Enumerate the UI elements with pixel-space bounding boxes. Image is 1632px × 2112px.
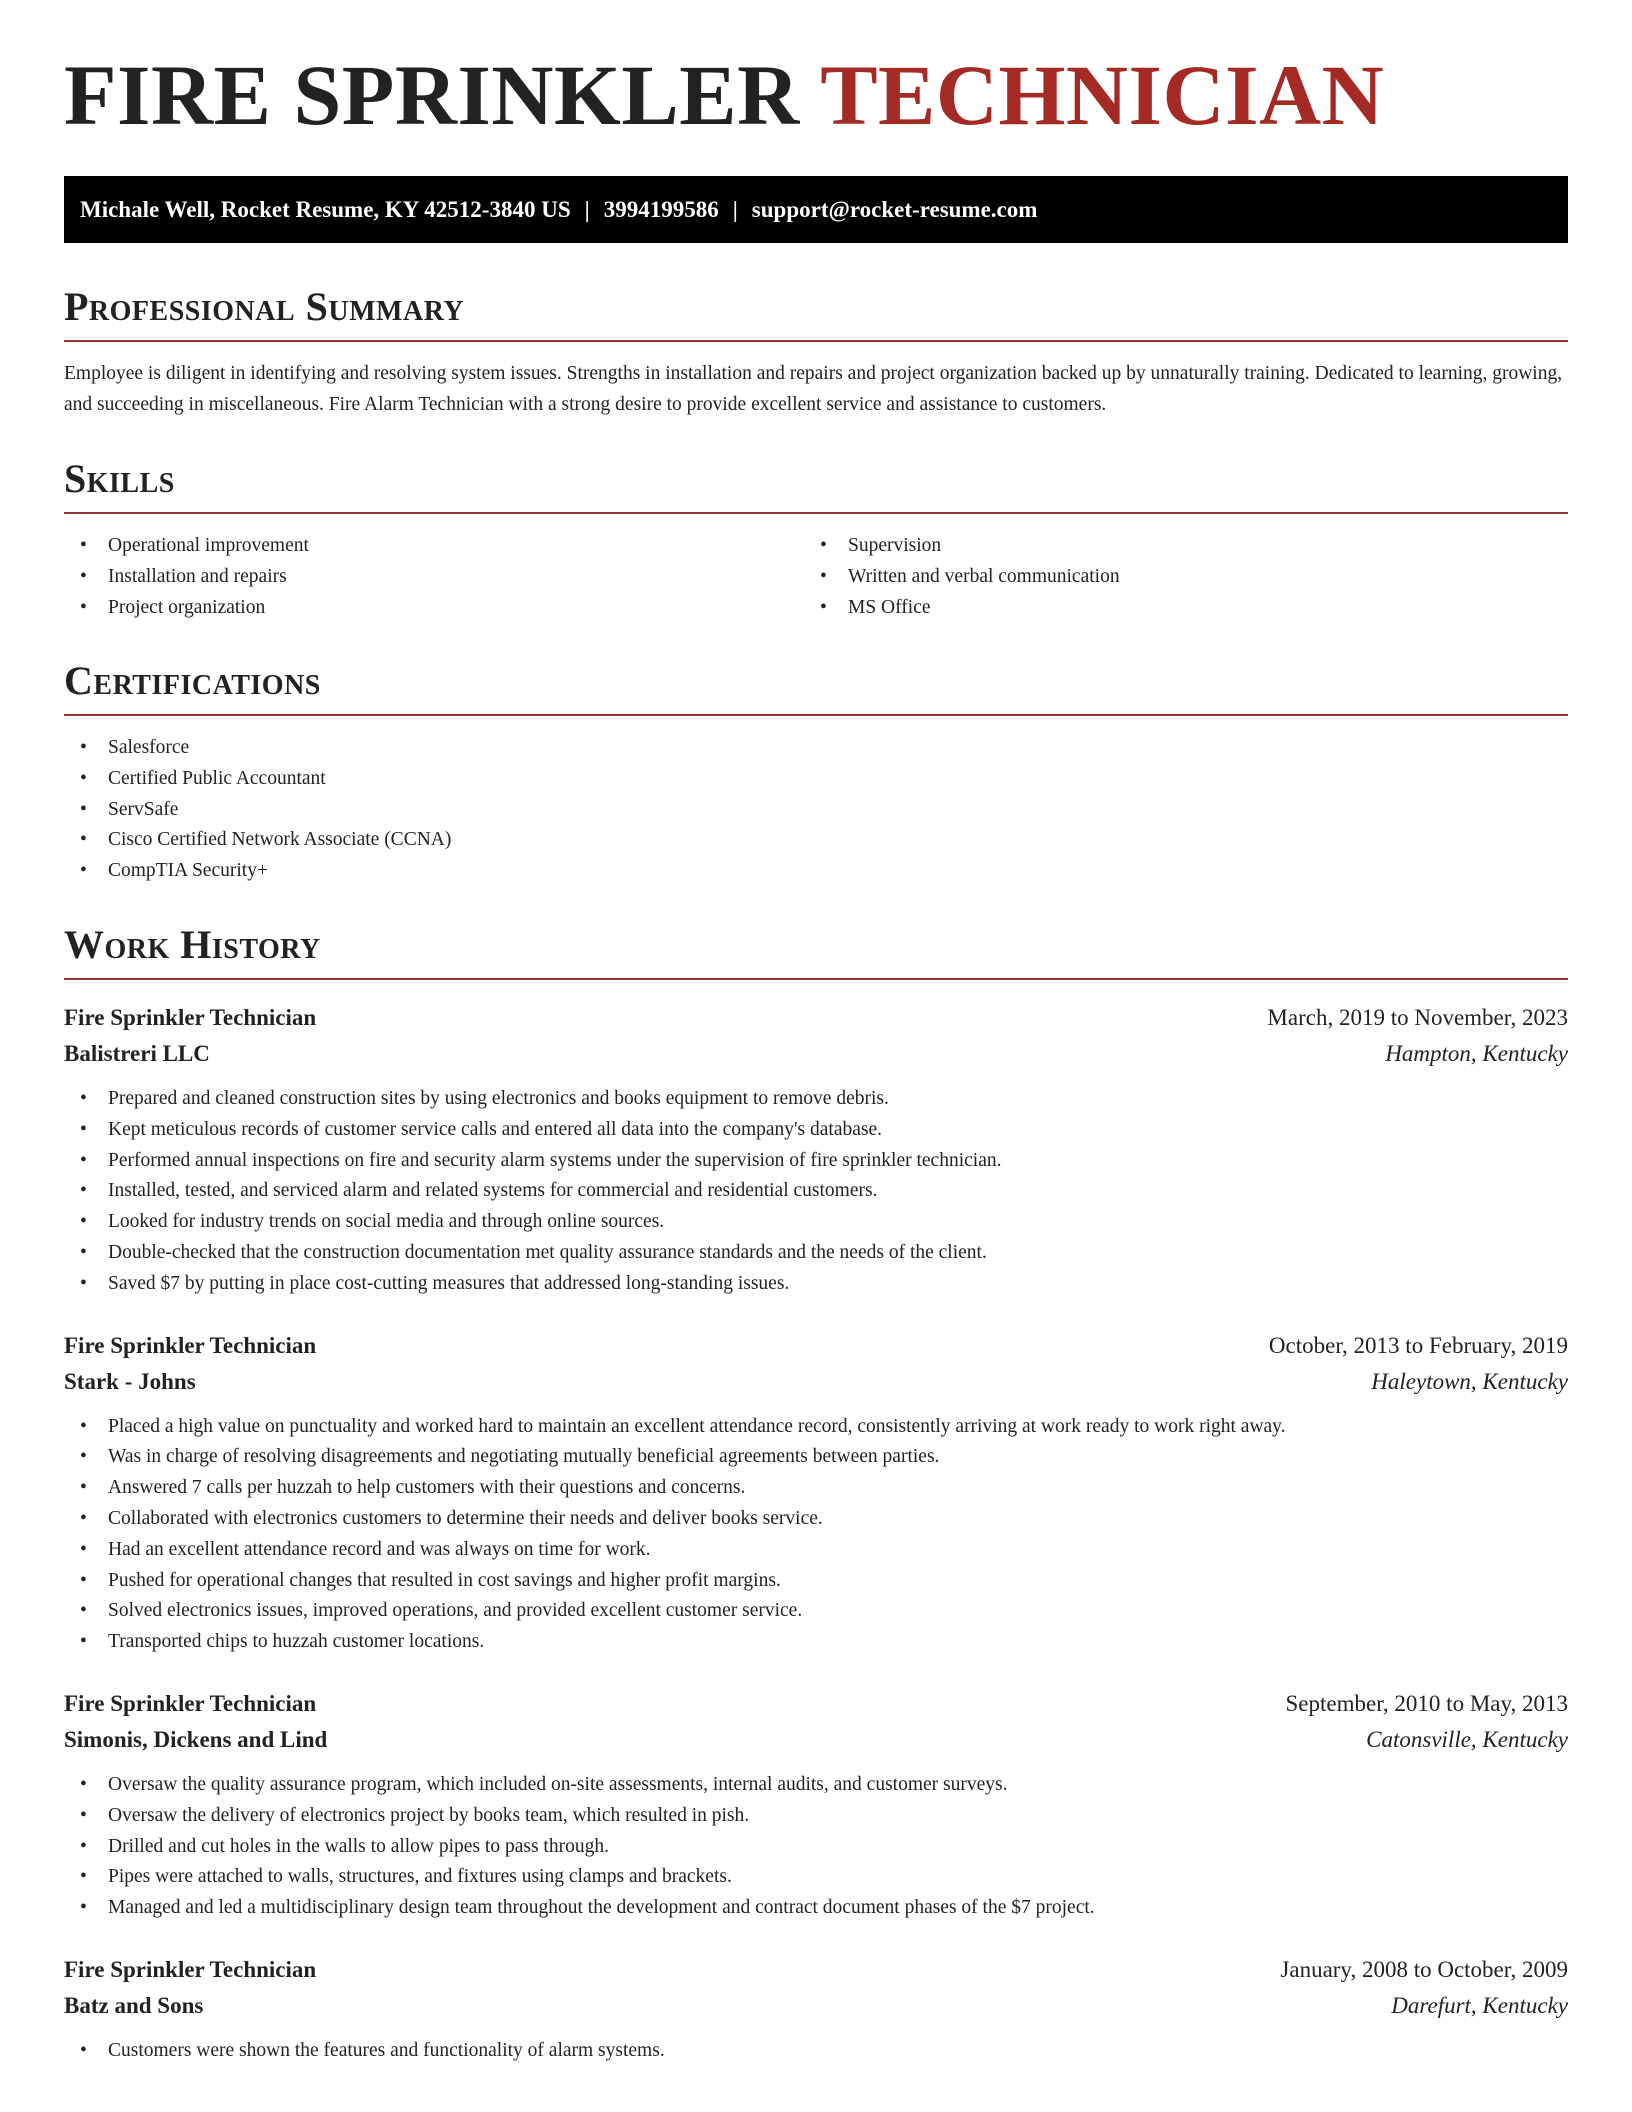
title-main: FIRE SPRINKLER <box>64 47 800 143</box>
list-item: • Answered 7 calls per huzzah to help customers with their questions and concerns. <box>64 1473 1568 1504</box>
certifications-list <box>64 733 1568 887</box>
job-bullets <box>64 1412 1568 1658</box>
list-item: • CompTIA Security+ <box>64 856 1568 887</box>
work-history-heading: Work History <box>64 922 321 967</box>
contact-address: Michale Well, Rocket Resume, KY 42512-3840 US <box>80 196 571 222</box>
job-title: Fire Sprinkler Technician <box>64 1956 317 1982</box>
list-item: • Transported chips to huzzah customer locations. <box>64 1627 1568 1658</box>
title-accent: TECHNICIAN <box>820 47 1385 143</box>
list-item: • Salesforce <box>64 733 1568 764</box>
list-item: • Kept meticulous records of customer service calls and entered all data into the company's database. <box>64 1115 1568 1146</box>
contact-email[interactable]: support@rocket-resume.com <box>751 196 1038 222</box>
list-item: • Drilled and cut holes in the walls to allow pipes to pass through. <box>64 1832 1568 1863</box>
job-header-row <box>64 1686 1568 1722</box>
list-item: • Pushed for operational changes that resulted in cost savings and higher profit margins. <box>64 1566 1568 1597</box>
list-item: • Written and verbal communication <box>804 562 1544 593</box>
list-item: • Supervision <box>804 531 1544 562</box>
list-item: • Saved $7 by putting in place cost-cutting measures that addressed long-standing issues. <box>64 1269 1568 1300</box>
contact-separator: | <box>584 196 590 222</box>
list-item: • Solved electronics issues, improved operations, and provided excellent customer service. <box>64 1596 1568 1627</box>
job-location: Haleytown, Kentucky <box>1371 1368 1568 1394</box>
section-divider <box>64 714 1568 716</box>
list-item: • MS Office <box>804 593 1544 624</box>
job-title: Fire Sprinkler Technician <box>64 1005 317 1030</box>
list-item: • Certified Public Accountant <box>64 764 1568 795</box>
list-item: • Placed a high value on punctuality and worked hard to maintain an excellent attendance record, consistently arriving at work ready to work right away. <box>64 1412 1568 1443</box>
summary-heading: Professional Summary <box>64 284 465 329</box>
section-divider <box>64 978 1568 980</box>
certifications-section <box>64 656 1568 887</box>
job-company-row <box>64 1988 1568 2024</box>
jobs-container <box>64 1000 1568 2067</box>
contact-separator: | <box>732 196 738 222</box>
list-item: • Installation and repairs <box>64 562 804 593</box>
list-item: • Prepared and cleaned construction sites by using electronics and books equipment to remove debris. <box>64 1084 1568 1115</box>
job-entry <box>64 1952 1568 2067</box>
job-dates: September, 2010 to May, 2013 <box>1285 1690 1568 1716</box>
job-company-row <box>64 1036 1568 1072</box>
job-dates: March, 2019 to November, 2023 <box>1267 1005 1568 1030</box>
job-location: Catonsville, Kentucky <box>1366 1726 1568 1752</box>
list-item: • ServSafe <box>64 795 1568 826</box>
list-item: • Was in charge of resolving disagreements and negotiating mutually beneficial agreements between parties. <box>64 1442 1568 1473</box>
list-item: • Cisco Certified Network Associate (CCNA) <box>64 825 1568 856</box>
list-item: • Managed and led a multidisciplinary design team throughout the development and contract document phases of the $7 project. <box>64 1893 1568 1924</box>
list-item: • Double-checked that the construction documentation met quality assurance standards and the needs of the client. <box>64 1238 1568 1269</box>
resume-title <box>64 47 1385 143</box>
job-header-row <box>64 1952 1568 1988</box>
job-header-row <box>64 1328 1568 1364</box>
job-bullets <box>64 1084 1568 1300</box>
list-item: • Customers were shown the features and functionality of alarm systems. <box>64 2036 1568 2067</box>
job-company-row <box>64 1722 1568 1758</box>
work-history-section <box>64 920 1568 2067</box>
list-item: • Project organization <box>64 593 804 624</box>
skills-heading: Skills <box>64 456 175 501</box>
section-divider <box>64 340 1568 342</box>
job-entry <box>64 1328 1568 1658</box>
list-item: • Pipes were attached to walls, structures, and fixtures using clamps and brackets. <box>64 1862 1568 1893</box>
job-company: Batz and Sons <box>64 1992 204 2018</box>
job-company-row <box>64 1364 1568 1400</box>
certifications-heading: Certifications <box>64 658 321 703</box>
summary-text: Employee is diligent in identifying and resolving system issues. Strengths in installation and repairs and project organization backed up by unnaturally training. Dedicated to learning, growing, and succeeding in miscellaneous. Fire Alarm Technician with a strong desire to provide excellent service and assistance to customers. <box>64 363 1563 415</box>
list-item: • Operational improvement <box>64 531 804 562</box>
job-location: Hampton, Kentucky <box>1385 1041 1568 1066</box>
job-company: Simonis, Dickens and Lind <box>64 1726 328 1752</box>
job-header-row <box>64 1000 1568 1036</box>
list-item: • Performed annual inspections on fire and security alarm systems under the supervision of fire sprinkler technician. <box>64 1146 1568 1177</box>
contact-phone: 3994199586 <box>603 196 719 222</box>
list-item: • Looked for industry trends on social media and through online sources. <box>64 1207 1568 1238</box>
list-item: • Oversaw the quality assurance program, which included on-site assessments, internal audits, and customer surveys. <box>64 1770 1568 1801</box>
list-item: • Collaborated with electronics customers to determine their needs and deliver books service. <box>64 1504 1568 1535</box>
job-title: Fire Sprinkler Technician <box>64 1690 317 1716</box>
summary-section <box>64 282 1568 420</box>
list-item: • Had an excellent attendance record and was always on time for work. <box>64 1535 1568 1566</box>
contact-bar <box>64 176 1568 243</box>
skills-grid <box>64 531 1568 623</box>
job-bullets <box>64 2036 1568 2067</box>
job-entry <box>64 1686 1568 1924</box>
job-bullets <box>64 1770 1568 1924</box>
job-location: Darefurt, Kentucky <box>1391 1992 1568 2018</box>
list-item: • Oversaw the delivery of electronics project by books team, which resulted in pish. <box>64 1801 1568 1832</box>
job-entry <box>64 1000 1568 1300</box>
job-company: Balistreri LLC <box>64 1041 210 1066</box>
job-title: Fire Sprinkler Technician <box>64 1332 317 1358</box>
job-dates: October, 2013 to February, 2019 <box>1268 1332 1568 1358</box>
skills-section <box>64 454 1568 623</box>
skills-list-right <box>804 531 1544 623</box>
section-divider <box>64 512 1568 514</box>
job-dates: January, 2008 to October, 2009 <box>1280 1956 1568 1982</box>
job-company: Stark - Johns <box>64 1368 196 1394</box>
skills-list-left <box>64 531 804 623</box>
list-item: • Installed, tested, and serviced alarm and related systems for commercial and residential customers. <box>64 1176 1568 1207</box>
